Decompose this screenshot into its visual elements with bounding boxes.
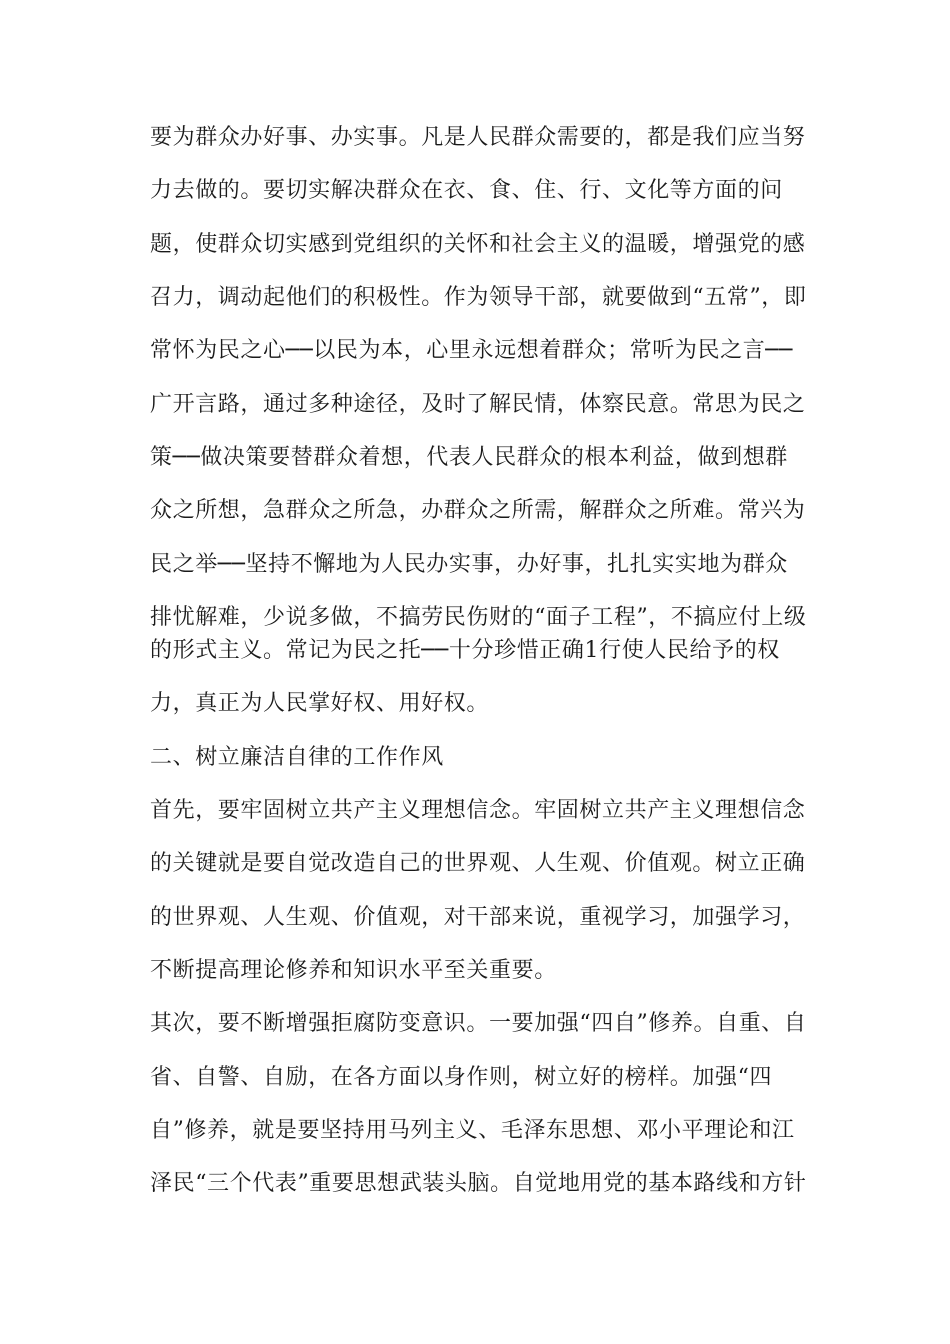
body-text-line: 召力，调动起他们的积极性。作为领导干部，就要做到“五常”，即 [150, 285, 807, 310]
body-text-line: 首先，要牢固树立共产主义理想信念。牢固树立共产主义理想信念 [150, 798, 806, 823]
body-text-line: 力，真正为人民掌好权、用好权。 [150, 691, 490, 716]
body-text-line: 策──做决策要替群众着想，代表人民群众的根本利益，做到想群 [150, 445, 788, 470]
body-text-line: 省、自警、自励，在各方面以身作则，树立好的榜样。加强“四 [150, 1065, 773, 1090]
section-heading: 二、树立廉洁自律的工作作风 [150, 745, 444, 770]
body-text-line: 题，使群众切实感到党组织的关怀和社会主义的温暖，增强党的感 [150, 232, 806, 257]
body-text-line: 排忧解难，少说多做，不搞劳民伤财的“面子工程”，不搞应付上级 [150, 605, 807, 630]
body-text-line: 众之所想，急群众之所急，办群众之所需，解群众之所难。常兴为 [150, 498, 806, 523]
body-text-line: 的形式主义。常记为民之托──十分珍惜正确1行使人民给予的权 [150, 638, 780, 663]
body-text-line: 力去做的。要切实解决群众在衣、食、住、行、文化等方面的问 [150, 178, 783, 203]
body-text-line: 常怀为民之心──以民为本，心里永远想着群众；常听为民之言── [150, 338, 793, 363]
body-text-line: 要为群众办好事、办实事。凡是人民群众需要的，都是我们应当努 [150, 125, 806, 150]
body-text-line: 泽民“三个代表”重要思想武装头脑。自觉地用党的基本路线和方针 [150, 1171, 807, 1196]
body-text-line: 的世界观、人生观、价值观，对干部来说，重视学习，加强学习， [150, 905, 806, 930]
body-text-line: 自”修养，就是要坚持用马列主义、毛泽东思想、邓小平理论和江 [150, 1118, 795, 1143]
body-text-line: 广开言路，通过多种途径，及时了解民情，体察民意。常思为民之 [150, 392, 806, 417]
body-text-line: 其次，要不断增强拒腐防变意识。一要加强“四自”修养。自重、自 [150, 1011, 807, 1036]
body-text-line: 民之举──坚持不懈地为人民办实事，办好事，扎扎实实地为群众 [150, 552, 788, 577]
body-text-line: 的关键就是要自觉改造自己的世界观、人生观、价值观。树立正确 [150, 851, 806, 876]
body-text-line: 不断提高理论修养和知识水平至关重要。 [150, 958, 557, 983]
